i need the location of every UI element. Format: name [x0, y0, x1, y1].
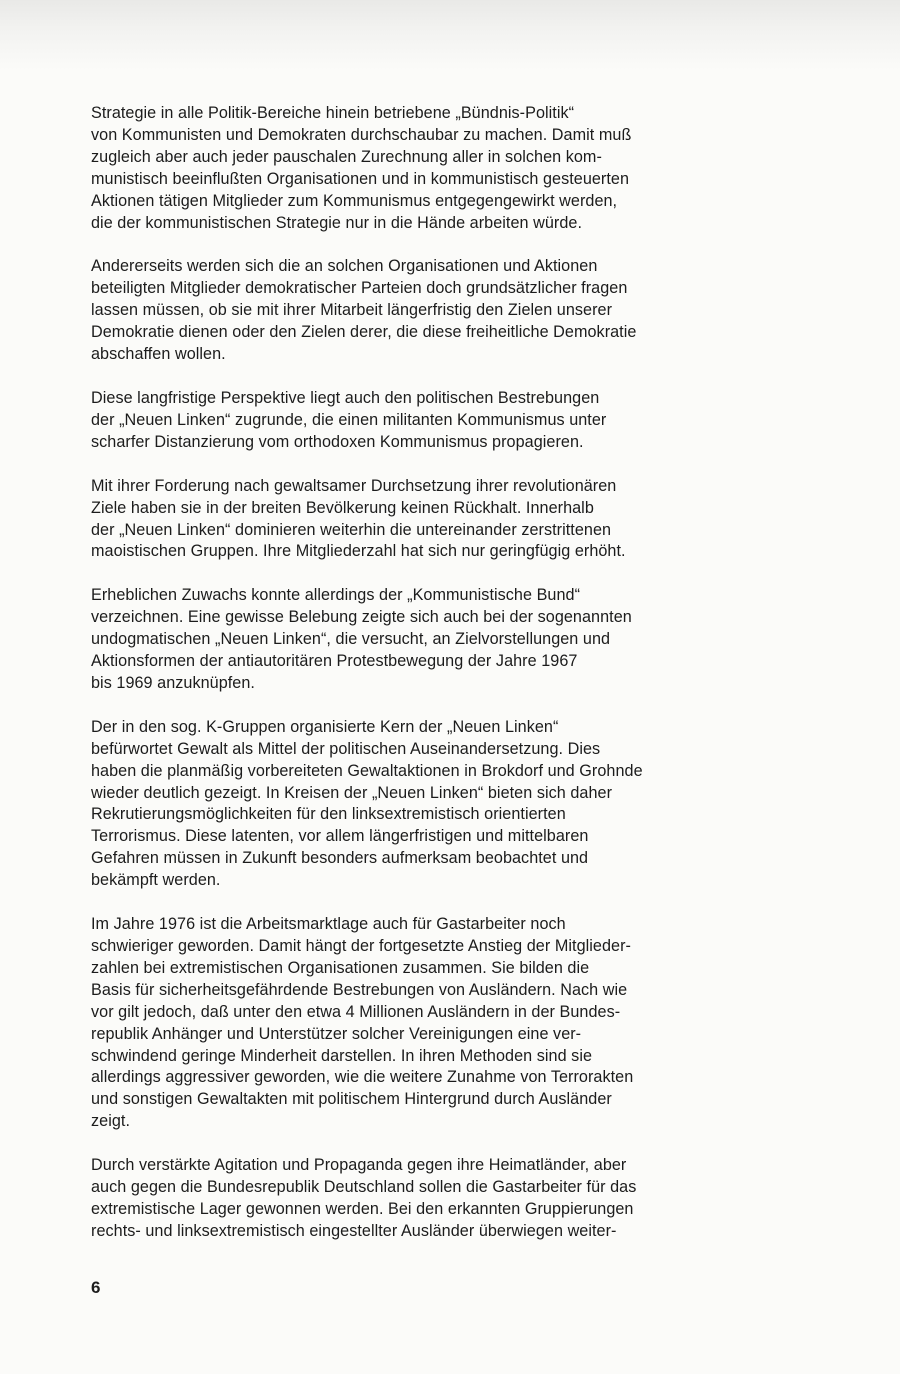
- text-line: der „Neuen Linken“ zugrunde, die einen militanten Kommunismus unter: [91, 410, 607, 429]
- text-line: schwindend geringe Minderheit darstellen. In ihren Methoden sind sie: [91, 1046, 593, 1065]
- text-line: und sonstigen Gewaltakten mit politischem Hintergrund durch Ausländer: [91, 1090, 612, 1109]
- document-body: [91, 103, 791, 1265]
- text-line: befürwortet Gewalt als Mittel der politischen Auseinandersetzung. Dies: [91, 739, 601, 758]
- text-line: Im Jahre 1976 ist die Arbeitsmarktlage auch für Gastarbeiter noch: [91, 915, 566, 934]
- text-line: Demokratie dienen oder den Zielen derer, die diese freiheitliche Demokratie: [91, 323, 637, 342]
- text-line: der „Neuen Linken“ dominieren weiterhin die untereinander zerstrittenen: [91, 520, 612, 539]
- text-line: munistisch beeinflußten Organisationen und in kommunistisch gesteuerten: [91, 169, 630, 188]
- text-line: maoistischen Gruppen. Ihre Mitgliederzahl hat sich nur geringfügig erhöht.: [91, 542, 626, 561]
- text-line: zeigt.: [91, 1112, 130, 1131]
- paragraph: [91, 1155, 791, 1243]
- text-line: bekämpft werden.: [91, 871, 221, 890]
- text-line: die der kommunistischen Strategie nur in die Hände arbeiten würde.: [91, 213, 582, 232]
- text-line: wieder deutlich gezeigt. In Kreisen der „Neuen Linken“ bieten sich daher: [91, 783, 613, 802]
- text-line: bis 1969 anzuknüpfen.: [91, 673, 255, 692]
- paragraph: [91, 717, 791, 892]
- text-line: Terrorismus. Diese latenten, vor allem längerfristigen und mittelbaren: [91, 827, 589, 846]
- text-line: republik Anhänger und Unterstützer solcher Vereinigungen eine ver-: [91, 1024, 582, 1043]
- text-line: Andererseits werden sich die an solchen Organisationen und Aktionen: [91, 257, 598, 276]
- text-line: Gefahren müssen in Zukunft besonders aufmerksam beobachtet und: [91, 849, 589, 868]
- page-number: 6: [91, 1278, 101, 1297]
- text-line: zahlen bei extremistischen Organisationen zusammen. Sie bilden die: [91, 958, 590, 977]
- text-line: verzeichnen. Eine gewisse Belebung zeigte sich auch bei der sogenannten: [91, 608, 632, 627]
- text-line: vor gilt jedoch, daß unter den etwa 4 Millionen Ausländern in der Bundes-: [91, 1002, 621, 1021]
- text-line: lassen müssen, ob sie mit ihrer Mitarbeit längerfristig den Zielen unserer: [91, 301, 613, 320]
- text-line: auch gegen die Bundesrepublik Deutschland sollen die Gastarbeiter für das: [91, 1178, 637, 1197]
- text-line: Aktionsformen der antiautoritären Protestbewegung der Jahre 1967: [91, 652, 578, 671]
- text-line: allerdings aggressiver geworden, wie die weitere Zunahme von Terrorakten: [91, 1068, 634, 1087]
- paragraph: [91, 103, 791, 234]
- text-line: von Kommunisten und Demokraten durchschaubar zu machen. Damit muß: [91, 125, 632, 144]
- scan-shading: [0, 0, 900, 70]
- paragraph: [91, 476, 791, 564]
- text-line: haben die planmäßig vorbereiteten Gewaltaktionen in Brokdorf und Grohnde: [91, 761, 643, 780]
- text-line: Rekrutierungsmöglichkeiten für den linksextremistisch orientierten: [91, 805, 566, 824]
- text-line: beteiligten Mitglieder demokratischer Parteien doch grundsätzlicher fragen: [91, 279, 628, 298]
- text-line: Strategie in alle Politik-Bereiche hinein betriebene „Bündnis-Politik“: [91, 104, 575, 122]
- text-line: Erheblichen Zuwachs konnte allerdings der „Kommunistische Bund“: [91, 586, 581, 605]
- paragraph: [91, 388, 791, 454]
- text-line: rechts- und linksextremistisch eingestellter Ausländer überwiegen weiter-: [91, 1221, 617, 1240]
- text-line: abschaffen wollen.: [91, 345, 226, 364]
- text-line: Durch verstärkte Agitation und Propaganda gegen ihre Heimatländer, aber: [91, 1156, 627, 1175]
- text-line: scharfer Distanzierung vom orthodoxen Kommunismus propagieren.: [91, 432, 584, 451]
- text-line: schwieriger geworden. Damit hängt der fortgesetzte Anstieg der Mitglieder-: [91, 937, 631, 955]
- text-line: Ziele haben sie in der breiten Bevölkerung keinen Rückhalt. Innerhalb: [91, 498, 594, 517]
- text-line: undogmatischen „Neuen Linken“, die versucht, an Zielvorstellungen und: [91, 630, 611, 649]
- text-line: Diese langfristige Perspektive liegt auch den politischen Bestrebungen: [91, 388, 600, 407]
- text-line: Mit ihrer Forderung nach gewaltsamer Durchsetzung ihrer revolutionären: [91, 476, 617, 495]
- text-line: Der in den sog. K-Gruppen organisierte Kern der „Neuen Linken“: [91, 717, 559, 736]
- text-line: zugleich aber auch jeder pauschalen Zurechnung aller in solchen kom-: [91, 147, 602, 166]
- text-line: extremistische Lager gewonnen werden. Bei den erkannten Gruppierungen: [91, 1199, 634, 1218]
- paragraph: [91, 914, 791, 1133]
- paragraph: [91, 585, 791, 695]
- text-line: Aktionen tätigen Mitglieder zum Kommunismus entgegengewirkt werden,: [91, 191, 618, 210]
- paragraph: [91, 256, 791, 366]
- text-line: Basis für sicherheitsgefährdende Bestrebungen von Ausländern. Nach wie: [91, 980, 628, 999]
